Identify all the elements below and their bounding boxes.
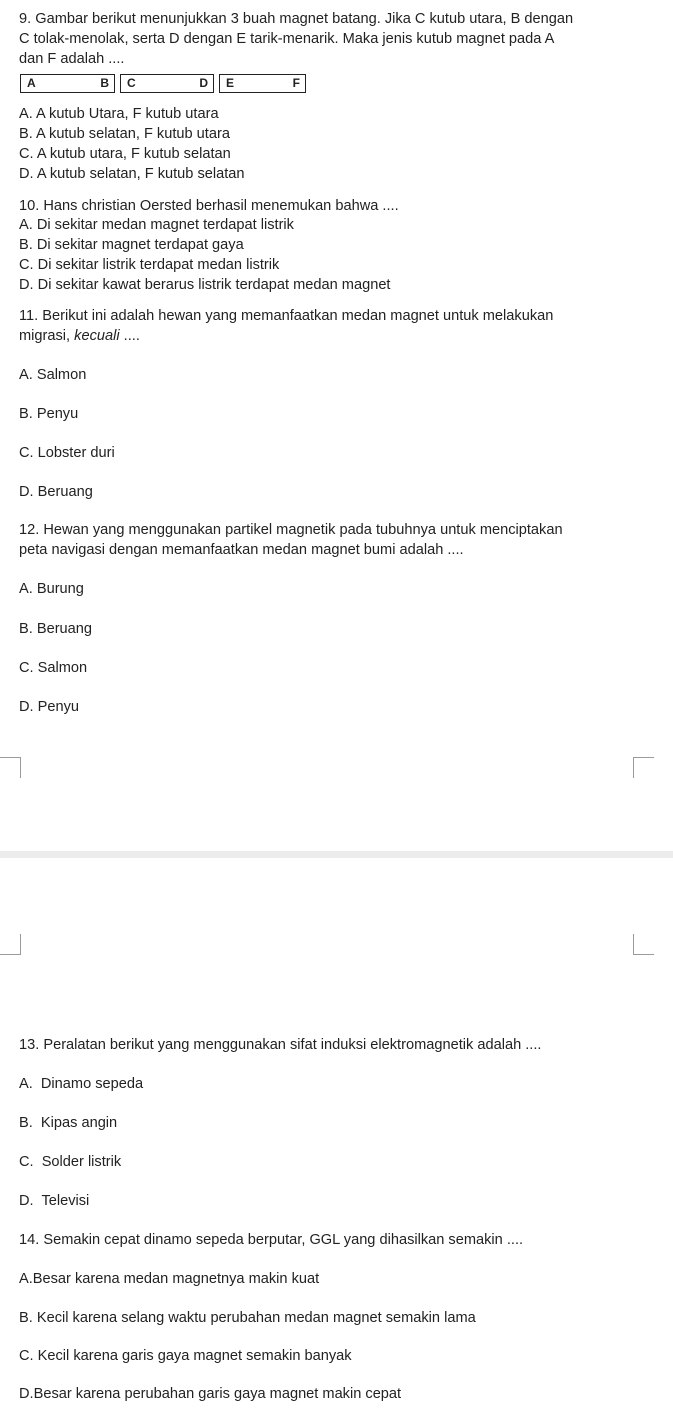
q14-question: 14. Semakin cepat dinamo sepeda berputar, GGL yang dihasilkan semakin .... — [19, 1232, 524, 1248]
q11-option-d: D. Beruang — [19, 484, 93, 500]
q9-text-line-1: 9. Gambar berikut menunjukkan 3 buah magnet batang. Jika C kutub utara, B dengan — [19, 11, 574, 27]
q10-option-c: C. Di sekitar listrik terdapat medan listrik — [19, 257, 280, 273]
q11-text-line-2 — [19, 326, 140, 346]
q13-option-a: A. Dinamo sepeda — [19, 1076, 144, 1092]
bar-magnet-3 — [219, 74, 306, 93]
q11-option-c: C. Lobster duri — [19, 445, 115, 461]
pole-label-c: C — [127, 76, 136, 90]
q10-option-b: B. Di sekitar magnet terdapat gaya — [19, 237, 244, 253]
page-break-divider — [0, 851, 673, 858]
q12-text-line-1: 12. Hewan yang menggunakan partikel magnetik pada tubuhnya untuk menciptakan — [19, 522, 563, 538]
q13-question: 13. Peralatan berikut yang menggunakan sifat induksi elektromagnetik adalah .... — [19, 1037, 542, 1053]
q11-suffix: .... — [123, 328, 140, 344]
q10-question: 10. Hans christian Oersted berhasil menemukan bahwa .... — [19, 198, 399, 214]
page-corner-mark-top-right — [633, 757, 654, 778]
bar-magnet-2 — [120, 74, 214, 93]
q14-option-c: C. Kecil karena garis gaya magnet semakin banyak — [19, 1348, 352, 1364]
q12-option-c: C. Salmon — [19, 660, 88, 676]
page-corner-mark-bottom-left — [0, 934, 21, 955]
q10-option-a: A. Di sekitar medan magnet terdapat listrik — [19, 217, 294, 233]
q9-text-line-2: C tolak-menolak, serta D dengan E tarik-menarik. Maka jenis kutub magnet pada A — [19, 31, 555, 47]
q14-option-a: A.Besar karena medan magnetnya makin kuat — [19, 1271, 320, 1287]
q10-option-d: D. Di sekitar kawat berarus listrik terdapat medan magnet — [19, 277, 391, 293]
q14-option-b: B. Kecil karena selang waktu perubahan medan magnet semakin lama — [19, 1310, 476, 1326]
q9-option-b: B. A kutub selatan, F kutub utara — [19, 126, 230, 142]
q13-option-b: B. Kipas angin — [19, 1115, 118, 1131]
bar-magnet-1 — [20, 74, 115, 93]
q12-option-a: A. Burung — [19, 581, 84, 597]
q9-option-a: A. A kutub Utara, F kutub utara — [19, 106, 219, 122]
pole-label-a: A — [27, 76, 36, 90]
q9-option-c: C. A kutub utara, F kutub selatan — [19, 146, 231, 162]
page-corner-mark-top-left — [0, 757, 21, 778]
q12-text-line-2: peta navigasi dengan memanfaatkan medan magnet bumi adalah .... — [19, 542, 464, 558]
q11-option-b: B. Penyu — [19, 406, 79, 422]
q12-option-b: B. Beruang — [19, 621, 93, 637]
pole-label-d: D — [199, 76, 208, 90]
q11-prefix: migrasi, — [19, 328, 71, 344]
q12-option-d: D. Penyu — [19, 699, 80, 715]
pole-label-b: B — [100, 76, 109, 90]
q11-text-line-1: 11. Berikut ini adalah hewan yang memanfaatkan medan magnet untuk melakukan — [19, 308, 554, 324]
page-corner-mark-bottom-right — [633, 934, 654, 955]
q11-option-a: A. Salmon — [19, 367, 87, 383]
q14-option-d: D.Besar karena perubahan garis gaya magnet makin cepat — [19, 1386, 402, 1402]
pole-label-f: F — [292, 76, 300, 90]
q9-option-d: D. A kutub selatan, F kutub selatan — [19, 166, 245, 182]
q13-option-c: C. Solder listrik — [19, 1154, 122, 1170]
pole-label-e: E — [226, 76, 235, 90]
q13-option-d: D. Televisi — [19, 1193, 90, 1209]
q11-emphasis: kecuali — [74, 328, 120, 344]
q9-text-line-3: dan F adalah .... — [19, 51, 125, 67]
